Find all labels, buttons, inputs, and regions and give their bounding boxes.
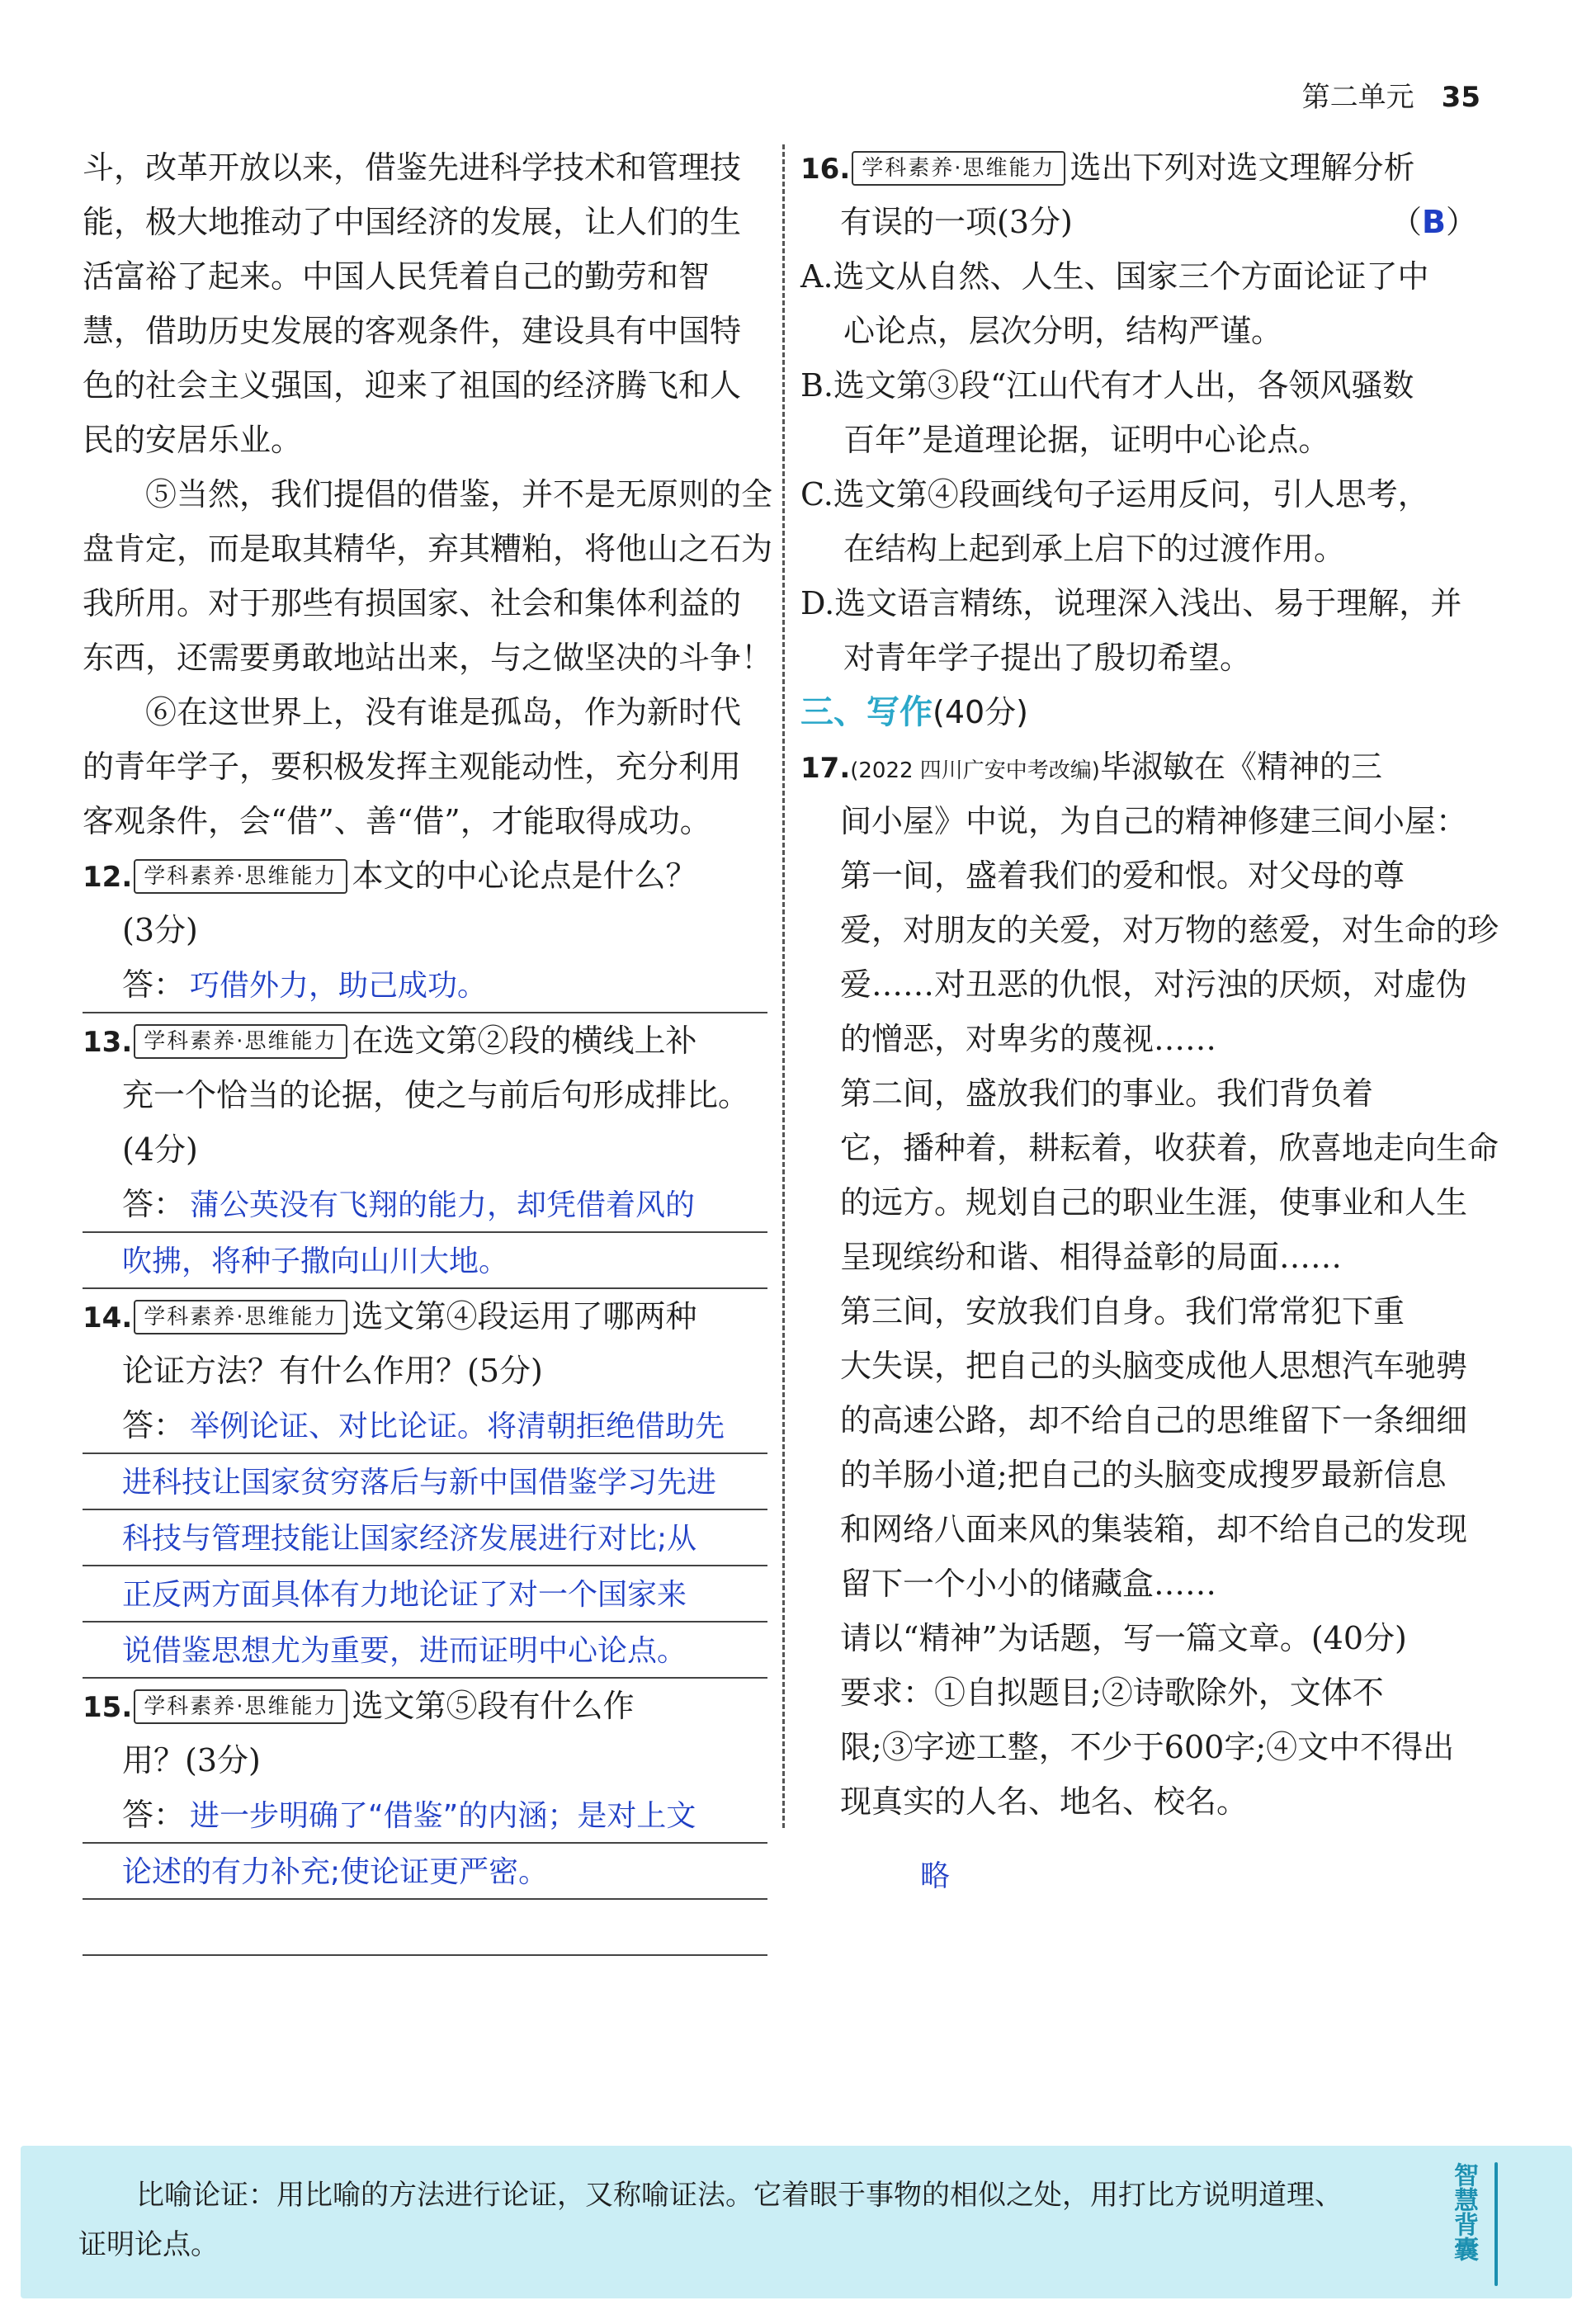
tip-box-label: 智慧背囊 <box>1449 2162 1478 2261</box>
answer-line <box>83 1844 767 1900</box>
paragraph-5-line: ⑤当然，我们提倡的借鉴，并不是无原则的全 <box>145 476 773 513</box>
passage-line: 能，极大地推动了中国经济的发展，让人们的生 <box>83 204 742 240</box>
answer-line <box>83 957 767 1013</box>
tip-box <box>21 2146 1572 2298</box>
answer-bracket <box>1391 195 1485 249</box>
room-3-line: 的羊肠小道;把自己的头脑变成搜罗最新信息 <box>840 1457 1447 1493</box>
passage-line: 斗，改革开放以来，借鉴先进科学技术和管理技 <box>83 149 742 186</box>
paragraph-6-line: 的青年学子，要积极发挥主观能动性，充分利用 <box>83 749 742 785</box>
question-text: 选出下列对选文理解分析 <box>1070 149 1415 186</box>
option-b: B.选文第③段“江山代有才人出，各领风骚数 <box>800 367 1414 404</box>
requirement-line: 现真实的人名、地名、校名。 <box>840 1783 1249 1820</box>
question-text: (4分) <box>122 1131 198 1168</box>
skill-tag: 学科素养·思维能力 <box>852 151 1065 186</box>
answer-text: 吹拂，将种子撒向山川大地。 <box>122 1245 509 1278</box>
question-source: (2022 四川广安中考改编) <box>850 758 1100 783</box>
bracket-open: （ <box>1391 204 1423 240</box>
answer-label: 答： <box>122 1186 186 1222</box>
answer-text: 进科技让国家贫穷落后与新中国借鉴学习先进 <box>122 1466 717 1500</box>
room-3-line: 和网络八面来风的集装箱，却不给自己的发现 <box>840 1511 1468 1547</box>
answer-line <box>83 1233 767 1289</box>
room-2-line: 呈现缤纷和谐、相得益彰的局面…… <box>840 1239 1343 1275</box>
skill-tag: 学科素养·思维能力 <box>134 1300 347 1334</box>
room-1-line: 爱，对朋友的关爱，对万物的慈爱，对生命的珍 <box>840 912 1499 948</box>
section-title: 三、写作 <box>800 693 933 731</box>
room-3-line: 的高速公路，却不给自己的思维留下一条细细 <box>840 1402 1468 1438</box>
left-column <box>83 140 773 1956</box>
choice-answer: B <box>1422 204 1446 240</box>
room-3-line: 大失误，把自己的头脑变成他人思想汽车驰骋 <box>840 1348 1468 1384</box>
tip-line: 证明论点。 <box>78 2228 219 2261</box>
room-2-line: 的远方。规划自己的职业生涯，使事业和人生 <box>840 1184 1468 1221</box>
unit-title: 第二单元 <box>1301 81 1414 114</box>
skill-tag: 学科素养·思维能力 <box>134 1689 347 1724</box>
room-3-line: 第三间，安放我们自身。我们常常犯下重 <box>840 1293 1405 1330</box>
requirement-line: 限;③字迹工整，不少于600字;④文中不得出 <box>840 1729 1455 1765</box>
answer-label: 答： <box>122 966 186 1003</box>
question-17 <box>800 739 1485 794</box>
room-2-line: 它，播种着，耕耘着，收获着，欣喜地走向生命 <box>840 1130 1499 1166</box>
question-text-line <box>800 195 1485 249</box>
option-d: D.选文语言精练，说理深入浅出、易于理解，并 <box>800 585 1462 621</box>
answer-line <box>83 1788 767 1844</box>
room-1-line: 爱……对丑恶的仇恨，对污浊的厌烦，对虚伪 <box>840 966 1468 1003</box>
section-score: (40分) <box>933 694 1029 730</box>
answer-text: 论述的有力补充;使论证更严密。 <box>122 1855 549 1889</box>
question-text: (3分) <box>122 912 198 948</box>
skill-tag: 学科素养·思维能力 <box>134 859 347 894</box>
answer-text: 蒲公英没有飞翔的能力，却凭借着风的 <box>190 1188 696 1222</box>
requirement-line: 要求：①自拟题目;②诗歌除外，文体不 <box>840 1675 1384 1711</box>
column-divider <box>782 144 785 1828</box>
passage-line: 色的社会主义强国，迎来了祖国的经济腾飞和人 <box>83 367 742 404</box>
question-text: 间小屋》中说，为自己的精神修建三间小屋： <box>840 803 1468 839</box>
answer-line <box>83 1510 767 1566</box>
question-15 <box>83 1679 767 1733</box>
page-header <box>1302 74 1480 115</box>
answer-line <box>83 1623 767 1679</box>
section-writing-heading <box>800 685 1485 739</box>
tip-line: 比喻论证：用比喻的方法进行论证，又称喻证法。它着眼于事物的相似之处，用打比方说明道理、 <box>136 2179 1343 2212</box>
question-text: 充一个恰当的论据，使之与前后句形成排比。 <box>122 1077 750 1113</box>
answer-label: 答： <box>122 1407 186 1443</box>
room-1-line: 的憎恶，对卑劣的蔑视…… <box>840 1021 1217 1057</box>
answer-line <box>83 1398 767 1454</box>
question-text: 选文第④段运用了哪两种 <box>352 1298 697 1334</box>
tip-box-bar <box>1494 2162 1498 2286</box>
paragraph-5-line: 我所用。对于那些有损国家、社会和集体利益的 <box>83 585 742 621</box>
bracket-close: ） <box>1445 204 1477 240</box>
answer-line <box>83 1454 767 1510</box>
answer-text: 说借鉴思想尤为重要，进而证明中心论点。 <box>122 1634 687 1668</box>
option-b-cont: 百年”是道理论据，证明中心论点。 <box>843 422 1330 458</box>
tip-text <box>78 2170 1432 2270</box>
question-number: 13. <box>83 1026 133 1059</box>
passage-line: 慧，借助历史发展的客观条件，建设具有中国特 <box>83 313 742 349</box>
option-c-cont: 在结构上起到承上启下的过渡作用。 <box>843 531 1346 567</box>
omitted-answer: 略 <box>920 1859 951 1893</box>
answer-text: 正反两方面具体有力地论证了对一个国家来 <box>122 1578 687 1612</box>
question-text: 本文的中心论点是什么？ <box>352 857 697 894</box>
answer-text: 举例论证、对比论证。将清朝拒绝借助先 <box>190 1410 725 1443</box>
blank-answer-line <box>83 1900 767 1956</box>
answer-text: 巧借外力，助己成功。 <box>190 969 488 1003</box>
paragraph-5-line: 盘肯定，而是取其精华，弃其糟粕，将他山之石为 <box>83 531 773 567</box>
room-3-line: 留下一个小小的储藏盒…… <box>840 1566 1217 1602</box>
question-number: 12. <box>83 861 133 894</box>
question-16 <box>800 140 1485 195</box>
question-text: 毕淑敏在《精神的三 <box>1099 749 1382 785</box>
question-text: 论证方法？有什么作用？(5分) <box>122 1353 543 1389</box>
paragraph-6-line: ⑥在这世界上，没有谁是孤岛，作为新时代 <box>145 694 742 730</box>
question-13 <box>83 1013 767 1068</box>
question-number: 16. <box>800 153 851 186</box>
answer-text: 科技与管理技能让国家经济发展进行对比;从 <box>122 1522 697 1556</box>
page-number: 35 <box>1441 81 1480 114</box>
question-12 <box>83 848 767 903</box>
question-text: 用？(3分) <box>122 1742 261 1778</box>
answer-label: 答： <box>122 1797 186 1833</box>
answer-line <box>83 1177 767 1233</box>
room-1-line: 第一间，盛着我们的爱和恨。对父母的尊 <box>840 857 1405 894</box>
question-text: 选文第⑤段有什么作 <box>352 1688 635 1724</box>
question-text: 在选文第②段的横线上补 <box>352 1023 697 1059</box>
passage-line: 活富裕了起来。中国人民凭着自己的勤劳和智 <box>83 258 711 295</box>
writing-prompt: 请以“精神”为话题，写一篇文章。(40分) <box>840 1620 1407 1656</box>
answer-text: 进一步明确了“借鉴”的内涵；是对上文 <box>190 1799 696 1833</box>
room-2-line: 第二间，盛放我们的事业。我们背负着 <box>840 1075 1374 1112</box>
option-c: C.选文第④段画线句子运用反问，引人思考， <box>800 476 1429 513</box>
option-a-cont: 心论点，层次分明，结构严谨。 <box>843 313 1283 349</box>
paragraph-5-line: 东西，还需要勇敢地站出来，与之做坚决的斗争！ <box>83 640 773 676</box>
passage-line: 民的安居乐业。 <box>83 422 303 458</box>
skill-tag: 学科素养·思维能力 <box>134 1024 347 1059</box>
question-number: 17. <box>800 752 851 785</box>
question-14 <box>83 1289 767 1344</box>
paragraph-6-line: 客观条件，会“借”、善“借”，才能取得成功。 <box>83 803 711 839</box>
question-number: 15. <box>83 1691 133 1724</box>
option-a: A.选文从自然、人生、国家三个方面论证了中 <box>800 258 1429 295</box>
answer-line <box>83 1566 767 1623</box>
option-d-cont: 对青年学子提出了殷切希望。 <box>843 640 1252 676</box>
right-column <box>800 140 1499 1829</box>
question-text: 有误的一项(3分) <box>840 204 1073 240</box>
question-number: 14. <box>83 1301 133 1334</box>
